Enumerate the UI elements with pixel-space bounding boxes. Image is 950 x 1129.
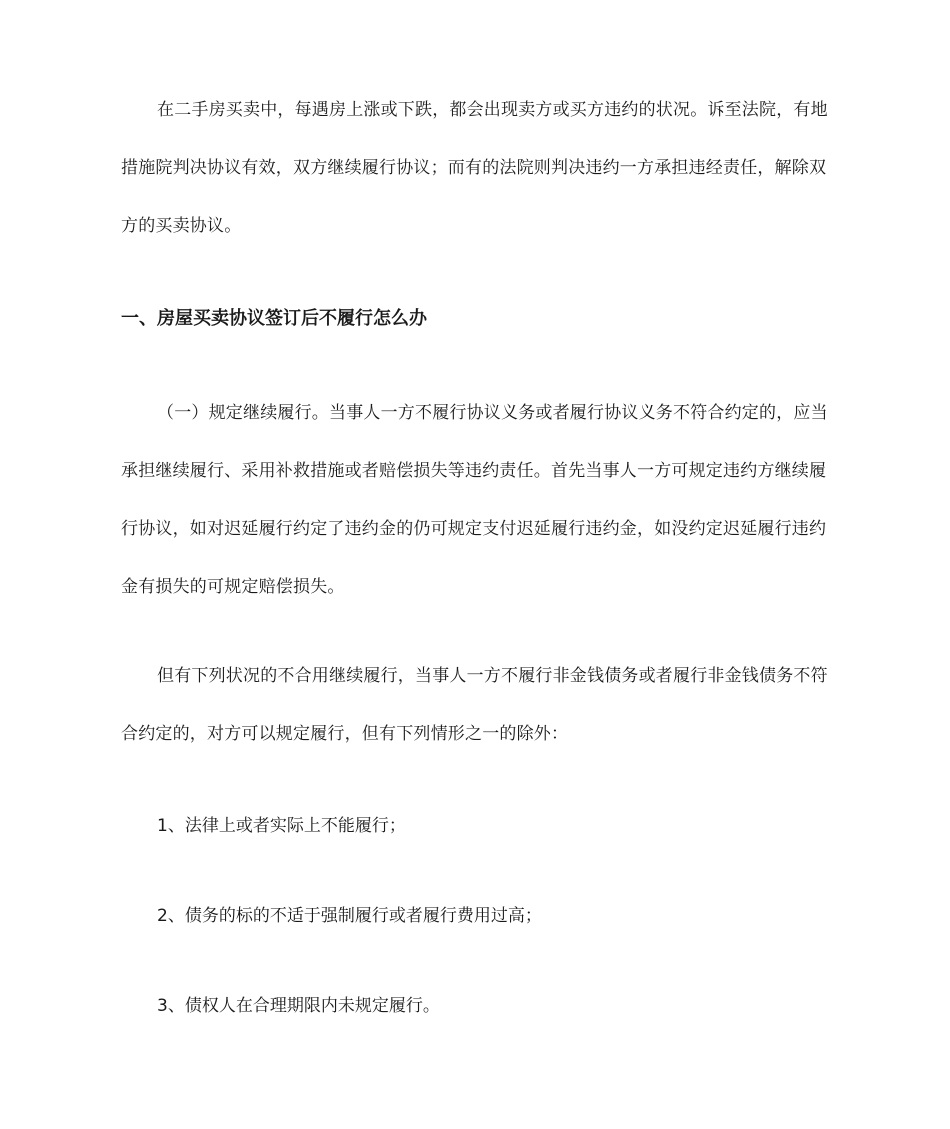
section-heading: 一、房屋买卖协议签订后不履行怎么办 xyxy=(121,308,427,329)
list-item: 2、债务的标的不适于强制履行或者履行费用过高； xyxy=(157,906,542,926)
paragraph-continue-performance: （一）规定继续履行。当事人一方不履行协议义务或者履行协议义务不符合约定的，应当承担继续履行、采用补救措施或者赔偿损失等违约责任。首先当事人一方可规定违约方继续履行协议，如对迟延履行约定了违约金的仍可规定支付迟延履行违约金，如没约定迟延履行违约金有损失的可规定赔偿损失。 xyxy=(121,403,828,597)
intro-paragraph: 在二手房买卖中，每遇房上涨或下跌，都会出现卖方或买方违约的状况。诉至法院，有地措施院判决协议有效，双方继续履行协议；而有的法院则判决违约一方承担违经责任，解除双方的买卖协议。 xyxy=(121,100,828,236)
list-item: 1、法律上或者实际上不能履行； xyxy=(157,816,406,836)
paragraph-exceptions: 但有下列状况的不合用继续履行，当事人一方不履行非金钱债务或者履行非金钱债务不符合约定的，对方可以规定履行，但有下列情形之一的除外： xyxy=(121,666,828,744)
list-item: 3、债权人在合理期限内未规定履行。 xyxy=(157,996,440,1016)
